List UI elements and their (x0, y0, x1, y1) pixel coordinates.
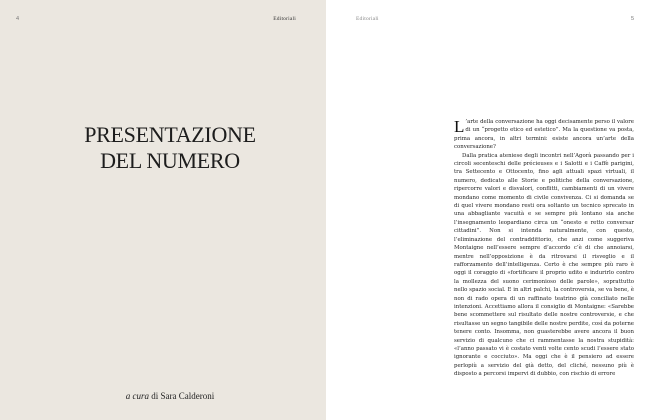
article-body (454, 118, 634, 379)
paragraph-2: Dalla pratica ateniese degli incontri nell’Agorà passando per i circoli secenteschi delle précieuses e i Salotti e i Caffè parigini, tra Settecento e Ottocento, fino agli attuali spazi virtuali, il numero, dedicato alle Storie e politiche della conversazione, ripercorre valori e disvalori, conflitti, cambiamenti di un vivere mondano come momento di civile convivenza. Ci si domanda se di quel vivere mondano resti ora soltanto un tecnico sprecato in una abbagliante vacuità e se sempre più lontano sia anche l’insegnamento leopardiano circa un “onesto e retto conversar cittadini”. Non si intenda naturalmente, con questo, l’eliminazione del contraddittorio, che anzi come suggeriva Montaigne nell’essere sempre d’accordo c’è di che annoiarsi, mentre nell’opposizione è da ritrovarsi il risveglio e il rafforzamento dell’intelligenza. Certo è che sempre più raro è oggi il coraggio di «fortificare il proprio udito e indurirlo contro la mollezza del suono cerimonioso delle parole», soprattutto nello spazio social. E in altri palchi, la controversia, se va bene, è non di rado opera di un raffinato teatrino già conciliato nelle intenzioni. Accettiamo allora il consiglio di Montaigne: «Sarebbe bene scommettere sul risultato delle nostre controversie, e che risultasse un segno tangibile delle nostre perdite, così da poterne tenere conto. Insomma, non guasterebbe avere ancora il buon servizio di qualcuno che ci rammentasse la nostra stupidità: «l’anno passato vi è costato venti volte cento scudi l’essere stato ignorante e cocciuto». Ma oggi che è il pensiero ad essere perlopiù a servizio del già detto, del cliché, nessuno più è disposto a percorsi impervi di dubbio, con rischio di errore (454, 152, 634, 378)
drop-cap: L (454, 117, 465, 136)
right-running-head: Editoriali (356, 16, 379, 22)
right-page (326, 0, 650, 420)
title-line-1: PRESENTAZIONE (84, 122, 256, 147)
credit-prefix: a cura (125, 391, 149, 401)
left-running-head: Editoriali (273, 16, 296, 22)
title-line-2: DEL NUMERO (100, 148, 240, 173)
article-title (30, 122, 310, 174)
left-page-number: 4 (16, 16, 20, 22)
author-credit (30, 391, 310, 401)
paragraph-1-text: ’arte della conversazione ha oggi decisamente perso il valore di un “progetto etico ed estetico”. Ma la questione va posta, prima ancora, in altri termini: esiste ancora un’arte della conversazione? (454, 119, 634, 151)
credit-name: di Sara Calderoni (149, 391, 215, 401)
paragraph-1 (454, 118, 634, 152)
right-page-number: 5 (630, 16, 634, 22)
